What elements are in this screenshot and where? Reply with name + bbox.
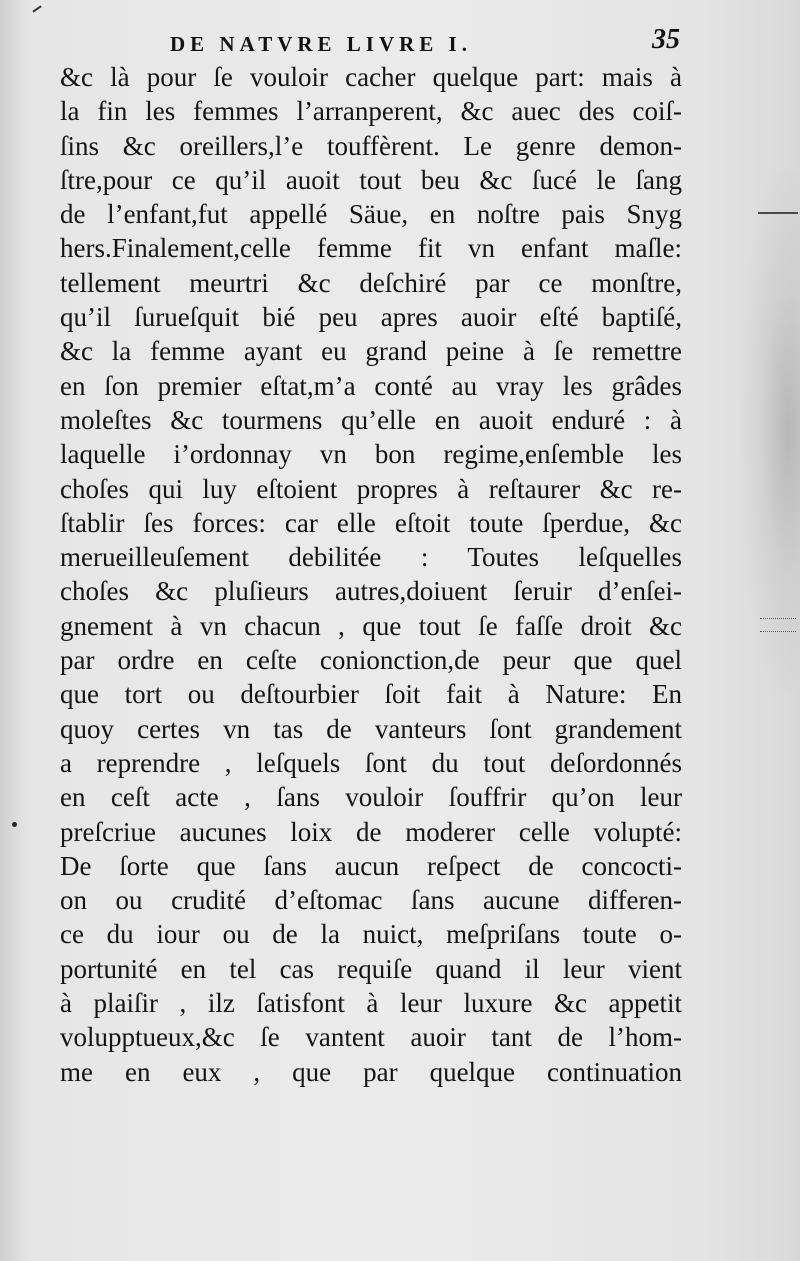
text-line: on ou crudité d’eſtomac ſans aucune differen- bbox=[60, 885, 682, 916]
text-line: me en eux , que par quelque continuation bbox=[60, 1056, 682, 1087]
text-line: hers.Finalement,celle femme fit vn enfant maſle: bbox=[60, 233, 682, 264]
text-line: en ceſt acte , ſans vouloir ſouffrir qu’on leur bbox=[60, 782, 682, 813]
text-line: laquelle i’ordonnay vn bon regime,enſemble les bbox=[60, 439, 682, 470]
text-line: ſins &c oreillers,l’e touffèrent. Le genre demon- bbox=[60, 130, 682, 161]
text-line: portunité en tel cas requiſe quand il leur vient bbox=[60, 953, 682, 984]
text-line: choſes qui luy eſtoient propres à reſtaurer &c re- bbox=[60, 473, 682, 504]
page-header bbox=[170, 24, 690, 64]
margin-mark bbox=[760, 618, 796, 632]
text-line: choſes &c pluſieurs autres,doiuent ſeruir d’enſei- bbox=[60, 576, 682, 607]
text-line: à plaiſir , ilz ſatisfont à leur luxure &c appetit bbox=[60, 988, 682, 1019]
page-number: 35 bbox=[652, 24, 680, 55]
text-line: moleſtes &c tourmens qu’elle en auoit enduré : à bbox=[60, 404, 682, 435]
text-line: merueilleuſement debilitée : Toutes leſquelles bbox=[60, 542, 682, 573]
text-line: par ordre en ceſte conionction,de peur que quel bbox=[60, 645, 682, 676]
text-line: tellement meurtri &c deſchiré par ce monſtre, bbox=[60, 267, 682, 298]
text-line: la fin les femmes l’arranperent, &c auec des coiſ- bbox=[60, 96, 682, 127]
text-line: ce du iour ou de la nuict, meſpriſans toute o- bbox=[60, 919, 682, 950]
running-head: DE NATVRE LIVRE I. bbox=[170, 32, 472, 56]
text-line: en ſon premier eſtat,m’a conté au vray les grâdes bbox=[60, 370, 682, 401]
text-line: De ſorte que ſans aucun reſpect de concocti- bbox=[60, 850, 682, 881]
text-line: ſtre,pour ce qu’il auoit tout beu &c ſucé le ſang bbox=[60, 164, 682, 195]
text-line: quoy certes vn tas de vanteurs ſont grandement bbox=[60, 713, 682, 744]
text-line: que tort ou deſtourbier ſoit fait à Nature: En bbox=[60, 679, 682, 710]
text-line: preſcriue aucunes loix de moderer celle volupté: bbox=[60, 816, 682, 847]
text-line: gnement à vn chacun , que tout ſe faſſe droit &c bbox=[60, 610, 682, 641]
ink-spot bbox=[32, 5, 41, 12]
body-text bbox=[60, 60, 682, 1089]
text-line: ſtablir ſes forces: car elle eſtoit toute ſperdue, &c bbox=[60, 507, 682, 538]
text-line: &c là pour ſe vouloir cacher quelque part: mais à bbox=[60, 62, 682, 92]
show-through-shadow bbox=[740, 170, 800, 690]
ink-spot bbox=[12, 822, 17, 827]
text-line: qu’il ſurueſquit bié peu apres auoir eſté baptiſé, bbox=[60, 302, 682, 333]
text-line: a reprendre , leſquels ſont du tout deſordonnés bbox=[60, 747, 682, 778]
text-line: de l’enfant,fut appellé Säue, en noſtre pais Snyg bbox=[60, 199, 682, 230]
margin-mark bbox=[758, 212, 798, 214]
text-line: &c la femme ayant eu grand peine à ſe remettre bbox=[60, 336, 682, 367]
text-line: volupptueux,&c ſe vantent auoir tant de l’hom- bbox=[60, 1022, 682, 1053]
